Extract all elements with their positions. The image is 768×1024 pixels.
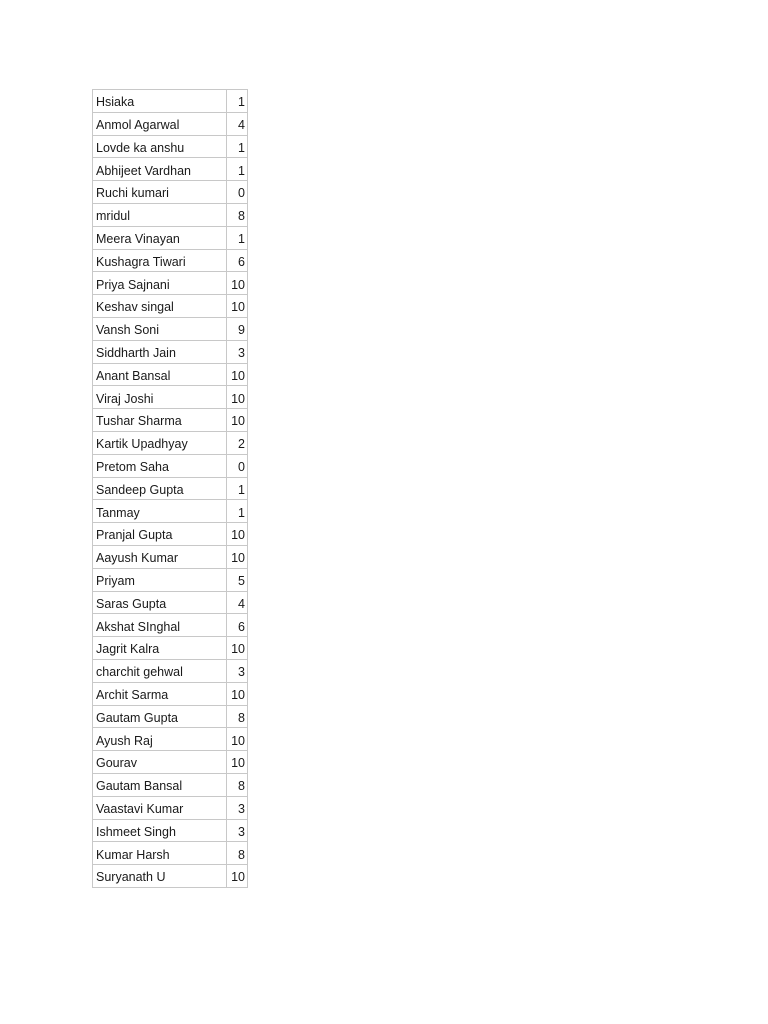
score-cell: 10	[227, 409, 248, 432]
name-cell: Ruchi kumari	[93, 181, 227, 204]
name-cell: Anant Bansal	[93, 363, 227, 386]
score-cell: 10	[227, 545, 248, 568]
score-cell: 4	[227, 112, 248, 135]
table-row	[93, 226, 248, 249]
score-cell: 1	[227, 135, 248, 158]
table-row	[93, 842, 248, 865]
name-cell: Priyam	[93, 568, 227, 591]
name-cell: Ishmeet Singh	[93, 819, 227, 842]
table-body	[93, 90, 248, 888]
name-cell: Akshat SInghal	[93, 614, 227, 637]
table-row	[93, 363, 248, 386]
score-cell: 3	[227, 340, 248, 363]
score-cell: 3	[227, 659, 248, 682]
name-cell: Suryanath U	[93, 865, 227, 888]
score-cell: 10	[227, 865, 248, 888]
table-row	[93, 728, 248, 751]
name-cell: charchit gehwal	[93, 659, 227, 682]
score-cell: 8	[227, 773, 248, 796]
name-cell: Gautam Bansal	[93, 773, 227, 796]
score-cell: 8	[227, 203, 248, 226]
table-row	[93, 112, 248, 135]
score-table	[92, 89, 248, 888]
table-row	[93, 409, 248, 432]
score-cell: 0	[227, 454, 248, 477]
table-row	[93, 272, 248, 295]
name-cell: Sandeep Gupta	[93, 477, 227, 500]
name-cell: Aayush Kumar	[93, 545, 227, 568]
score-cell: 10	[227, 637, 248, 660]
table-row	[93, 614, 248, 637]
name-cell: mridul	[93, 203, 227, 226]
name-cell: Lovde ka anshu	[93, 135, 227, 158]
name-cell: Pranjal Gupta	[93, 523, 227, 546]
name-cell: Gautam Gupta	[93, 705, 227, 728]
score-cell: 1	[227, 477, 248, 500]
name-cell: Ayush Raj	[93, 728, 227, 751]
name-cell: Anmol Agarwal	[93, 112, 227, 135]
score-cell: 10	[227, 272, 248, 295]
table-row	[93, 523, 248, 546]
name-cell: Kartik Upadhyay	[93, 431, 227, 454]
table-row	[93, 431, 248, 454]
table-row	[93, 751, 248, 774]
name-cell: Kushagra Tiwari	[93, 249, 227, 272]
table-row	[93, 477, 248, 500]
score-cell: 6	[227, 249, 248, 272]
table-row	[93, 340, 248, 363]
score-cell: 5	[227, 568, 248, 591]
name-cell: Jagrit Kalra	[93, 637, 227, 660]
name-cell: Gourav	[93, 751, 227, 774]
score-cell: 3	[227, 819, 248, 842]
table-row	[93, 249, 248, 272]
score-cell: 10	[227, 386, 248, 409]
table-row	[93, 637, 248, 660]
table-row	[93, 500, 248, 523]
table-row	[93, 135, 248, 158]
table-row	[93, 317, 248, 340]
table-row	[93, 90, 248, 113]
table-row	[93, 659, 248, 682]
score-cell: 8	[227, 705, 248, 728]
score-cell: 1	[227, 500, 248, 523]
table-row	[93, 181, 248, 204]
name-cell: Abhijeet Vardhan	[93, 158, 227, 181]
score-cell: 4	[227, 591, 248, 614]
score-cell: 1	[227, 158, 248, 181]
name-cell: Priya Sajnani	[93, 272, 227, 295]
table-row	[93, 773, 248, 796]
table-row	[93, 865, 248, 888]
table-row	[93, 386, 248, 409]
name-cell: Hsiaka	[93, 90, 227, 113]
table-row	[93, 545, 248, 568]
score-cell: 10	[227, 523, 248, 546]
name-cell: Siddharth Jain	[93, 340, 227, 363]
score-cell: 10	[227, 751, 248, 774]
score-cell: 10	[227, 728, 248, 751]
score-cell: 0	[227, 181, 248, 204]
score-cell: 6	[227, 614, 248, 637]
table-row	[93, 796, 248, 819]
name-cell: Vansh Soni	[93, 317, 227, 340]
name-cell: Vaastavi Kumar	[93, 796, 227, 819]
score-cell: 9	[227, 317, 248, 340]
table-row	[93, 591, 248, 614]
name-cell: Pretom Saha	[93, 454, 227, 477]
table-row	[93, 454, 248, 477]
score-cell: 1	[227, 226, 248, 249]
score-cell: 3	[227, 796, 248, 819]
score-cell: 8	[227, 842, 248, 865]
table-row	[93, 295, 248, 318]
name-cell: Tanmay	[93, 500, 227, 523]
table-row	[93, 682, 248, 705]
name-cell: Tushar Sharma	[93, 409, 227, 432]
score-cell: 10	[227, 295, 248, 318]
name-cell: Meera Vinayan	[93, 226, 227, 249]
score-cell: 10	[227, 682, 248, 705]
name-cell: Kumar Harsh	[93, 842, 227, 865]
table-row	[93, 568, 248, 591]
name-cell: Archit Sarma	[93, 682, 227, 705]
table-row	[93, 158, 248, 181]
table-row	[93, 203, 248, 226]
score-cell: 1	[227, 90, 248, 113]
name-cell: Keshav singal	[93, 295, 227, 318]
name-cell: Saras Gupta	[93, 591, 227, 614]
table-row	[93, 705, 248, 728]
table-row	[93, 819, 248, 842]
score-cell: 10	[227, 363, 248, 386]
score-cell: 2	[227, 431, 248, 454]
name-cell: Viraj Joshi	[93, 386, 227, 409]
